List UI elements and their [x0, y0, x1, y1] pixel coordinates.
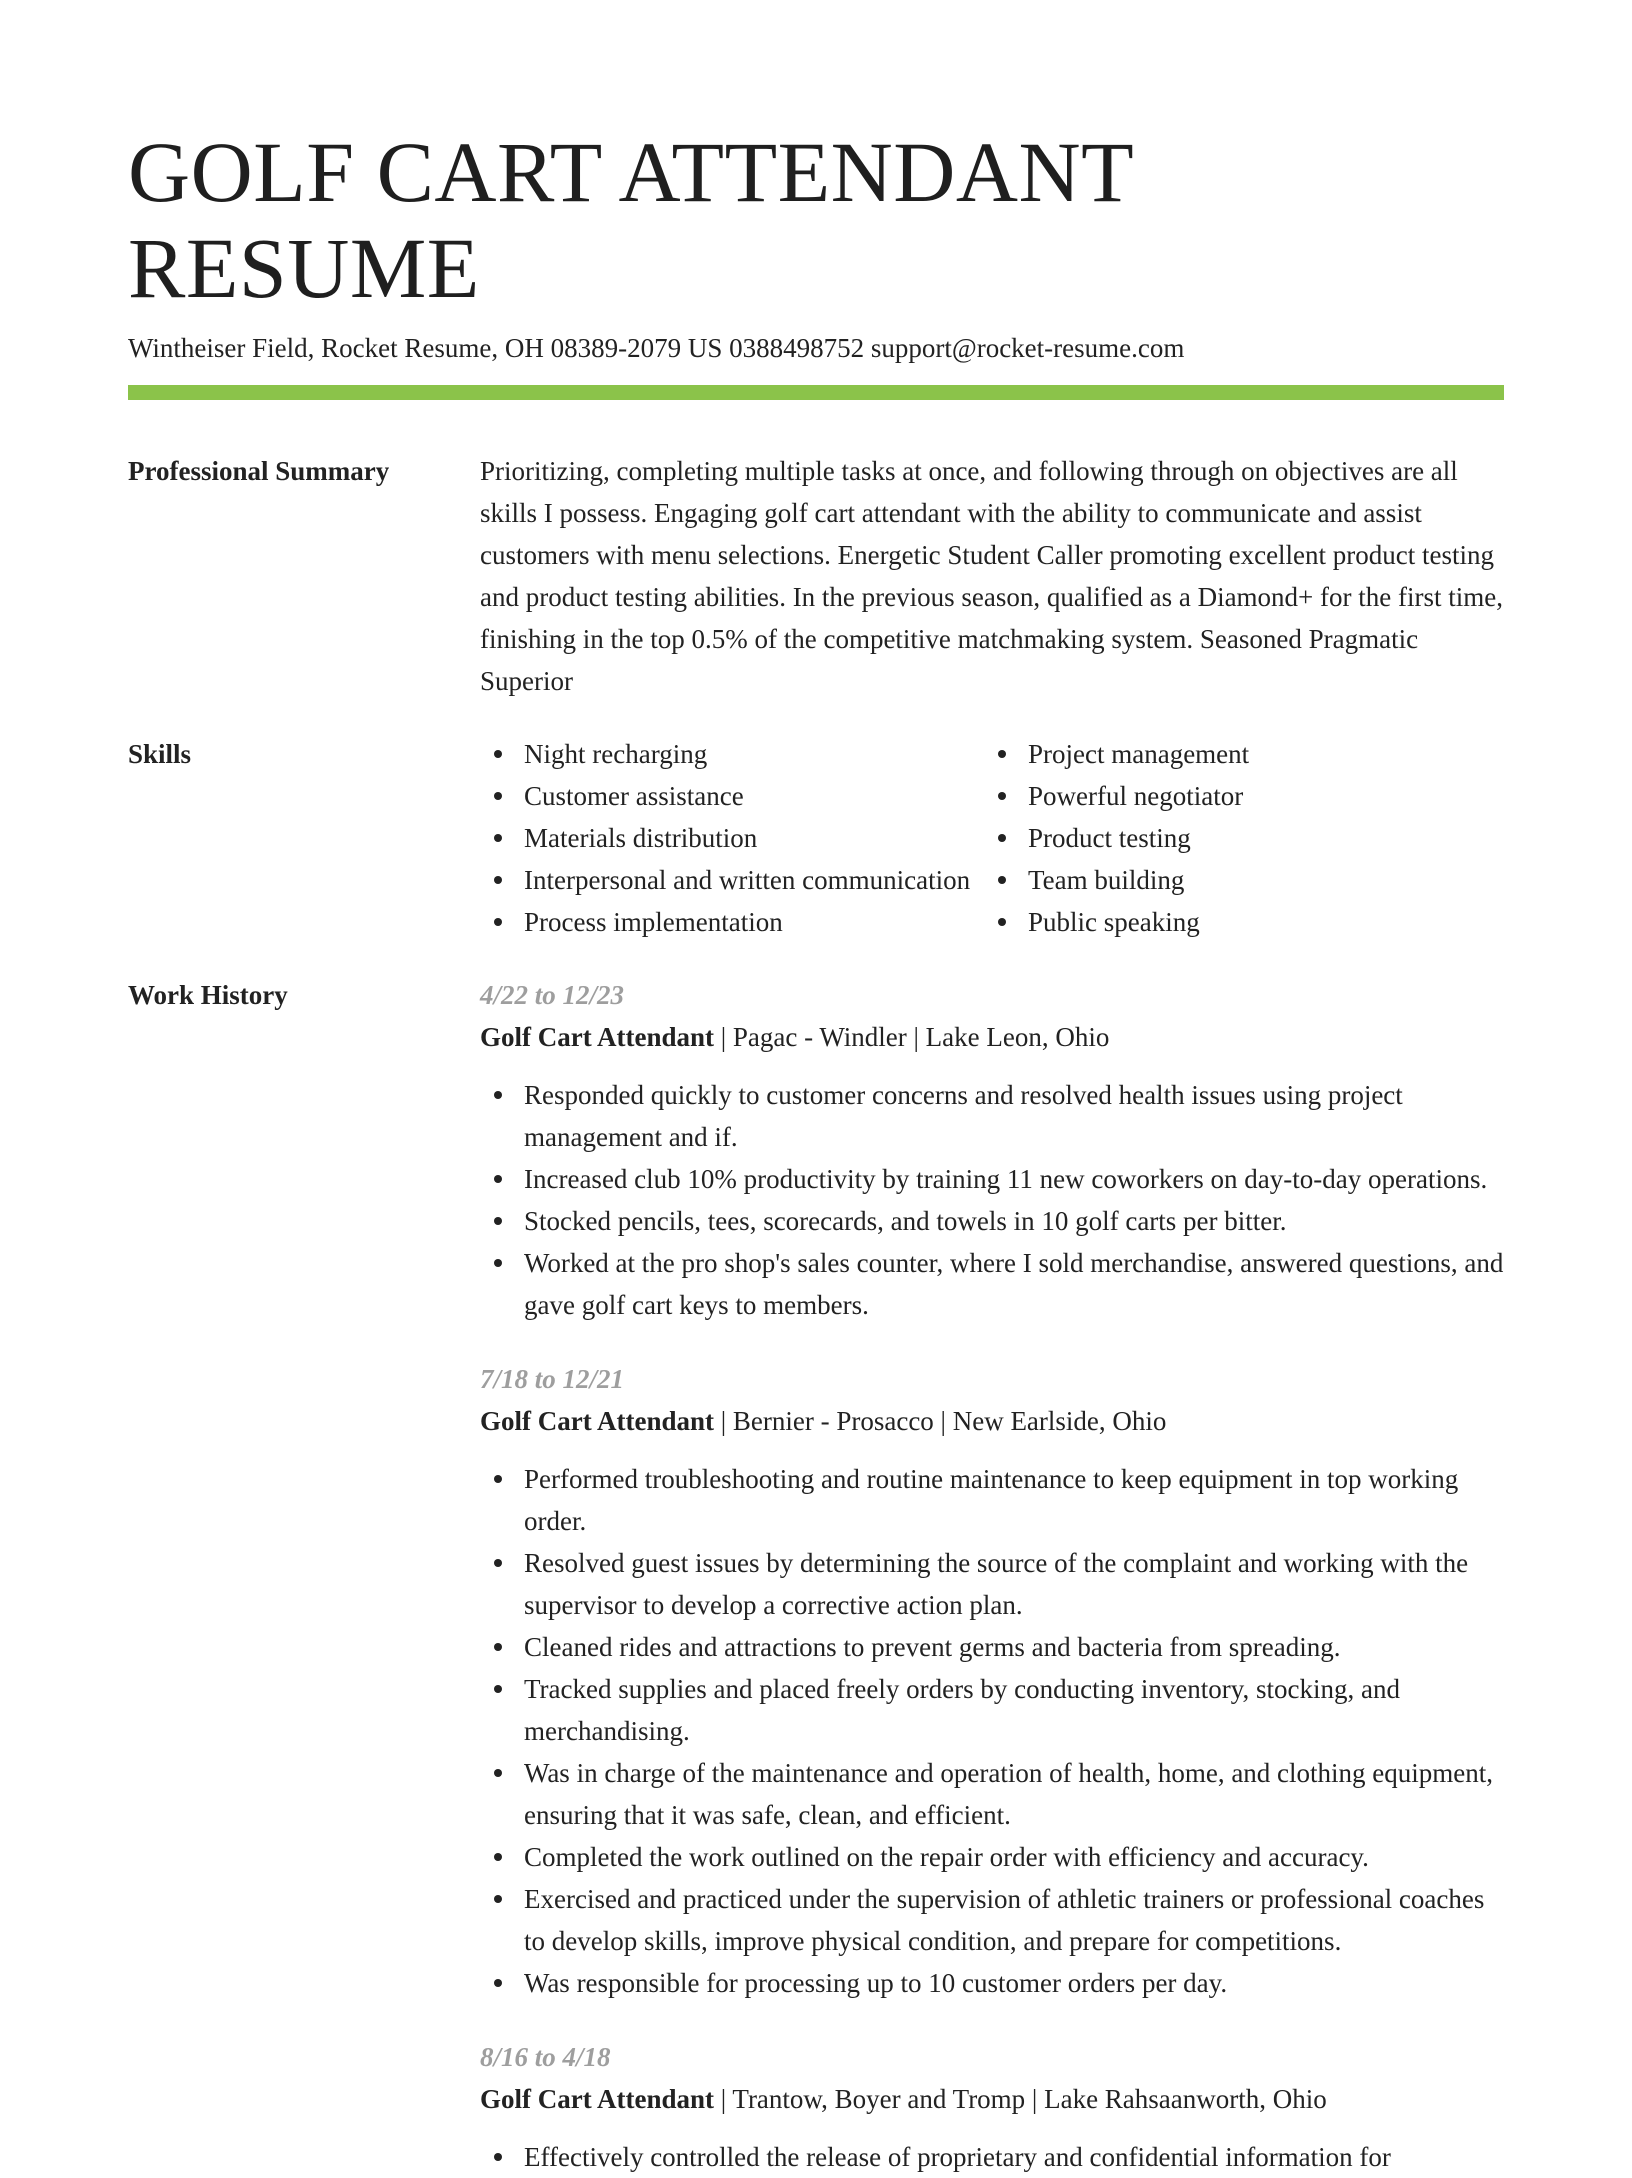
header-divider: [128, 385, 1504, 400]
job-title: Golf Cart Attendant: [480, 1406, 714, 1436]
job-bullet: Was in charge of the maintenance and operation of health, home, and clothing equipment, ensuring that it was safe, clean, and efficient.: [480, 1752, 1504, 1836]
contact-line: Wintheiser Field, Rocket Resume, OH 08389-2079 US 0388498752 support@rocket-resume.com: [128, 333, 1185, 363]
job-bullet: Was responsible for processing up to 10 customer orders per day.: [480, 1962, 1504, 2004]
job-heading: [480, 1016, 1504, 1058]
skill-item: Process implementation: [480, 901, 984, 943]
resume-page: [128, 124, 1504, 2178]
job-bullet: Worked at the pro shop's sales counter, where I sold merchandise, answered questions, and gave golf cart keys to members.: [480, 1242, 1504, 1326]
summary-label: Professional Summary: [128, 456, 390, 486]
skills-column-left: [480, 733, 984, 943]
work-history-list: [480, 974, 1504, 2178]
skills-section: [128, 733, 1504, 943]
skill-item: Customer assistance: [480, 775, 984, 817]
resume-title: GOLF CART ATTENDANT RESUME: [128, 124, 1133, 316]
job-details: | Trantow, Boyer and Tromp | Lake Rahsaanworth, Ohio: [713, 2084, 1327, 2114]
work-history-label: Work History: [128, 980, 288, 1010]
summary-text: Prioritizing, completing multiple tasks at once, and following through on objectives are all skills I possess. Engaging golf cart attendant with the ability to communicate and assist customers with menu selections. Energetic Student Caller promoting excellent product testing and product testing abilities. In the previous season, qualified as a Diamond+ for the first time, finishing in the top 0.5% of the competitive matchmaking system. Seasoned Pragmatic Superior: [480, 456, 1503, 696]
job-bullet: Exercised and practiced under the supervision of athletic trainers or professional coaches to develop skills, improve physical condition, and prepare for competitions.: [480, 1878, 1504, 1962]
job-title: Golf Cart Attendant: [480, 2084, 714, 2114]
job-bullet: Effectively controlled the release of proprietary and confidential information for: [480, 2136, 1504, 2178]
job-bullet: Resolved guest issues by determining the source of the complaint and working with the supervisor to develop a corrective action plan.: [480, 1542, 1504, 1626]
job-bullet: Stocked pencils, tees, scorecards, and towels in 10 golf carts per bitter.: [480, 1200, 1504, 1242]
job-bullets: [480, 1458, 1504, 2004]
job-bullet: Cleaned rides and attractions to prevent germs and bacteria from spreading.: [480, 1626, 1504, 1668]
job-bullet: Increased club 10% productivity by training 11 new coworkers on day-to-day operations.: [480, 1158, 1504, 1200]
skill-item: Interpersonal and written communication: [480, 859, 984, 901]
skill-item: Night recharging: [480, 733, 984, 775]
job-bullet: Completed the work outlined on the repair order with efficiency and accuracy.: [480, 1836, 1504, 1878]
job-bullet: Tracked supplies and placed freely orders by conducting inventory, stocking, and merchandising.: [480, 1668, 1504, 1752]
skill-item: Powerful negotiator: [984, 775, 1484, 817]
job-entry: [480, 2036, 1504, 2178]
skills-label: Skills: [128, 739, 192, 769]
skill-item: Materials distribution: [480, 817, 984, 859]
job-details: | Bernier - Prosacco | New Earlside, Ohio: [713, 1406, 1167, 1436]
skills-column-right: [984, 733, 1484, 943]
job-dates: 8/16 to 4/18: [480, 2042, 611, 2072]
job-bullet: Performed troubleshooting and routine maintenance to keep equipment in top working order.: [480, 1458, 1504, 1542]
job-bullets: [480, 1074, 1504, 1326]
job-heading: [480, 1400, 1504, 1442]
skill-item: Product testing: [984, 817, 1484, 859]
job-details: | Pagac - Windler | Lake Leon, Ohio: [713, 1022, 1110, 1052]
job-dates: 7/18 to 12/21: [480, 1364, 625, 1394]
summary-section: [128, 450, 1504, 702]
job-dates: 4/22 to 12/23: [480, 980, 625, 1010]
job-title: Golf Cart Attendant: [480, 1022, 714, 1052]
work-history-section: [128, 974, 1504, 2178]
skill-item: Team building: [984, 859, 1484, 901]
job-entry: [480, 1358, 1504, 2004]
job-heading: [480, 2078, 1504, 2120]
skill-item: Public speaking: [984, 901, 1484, 943]
skill-item: Project management: [984, 733, 1484, 775]
job-bullet: Responded quickly to customer concerns and resolved health issues using project management and if.: [480, 1074, 1504, 1158]
job-bullets: [480, 2136, 1504, 2178]
skills-list: [480, 733, 1504, 943]
job-entry: [480, 974, 1504, 1326]
